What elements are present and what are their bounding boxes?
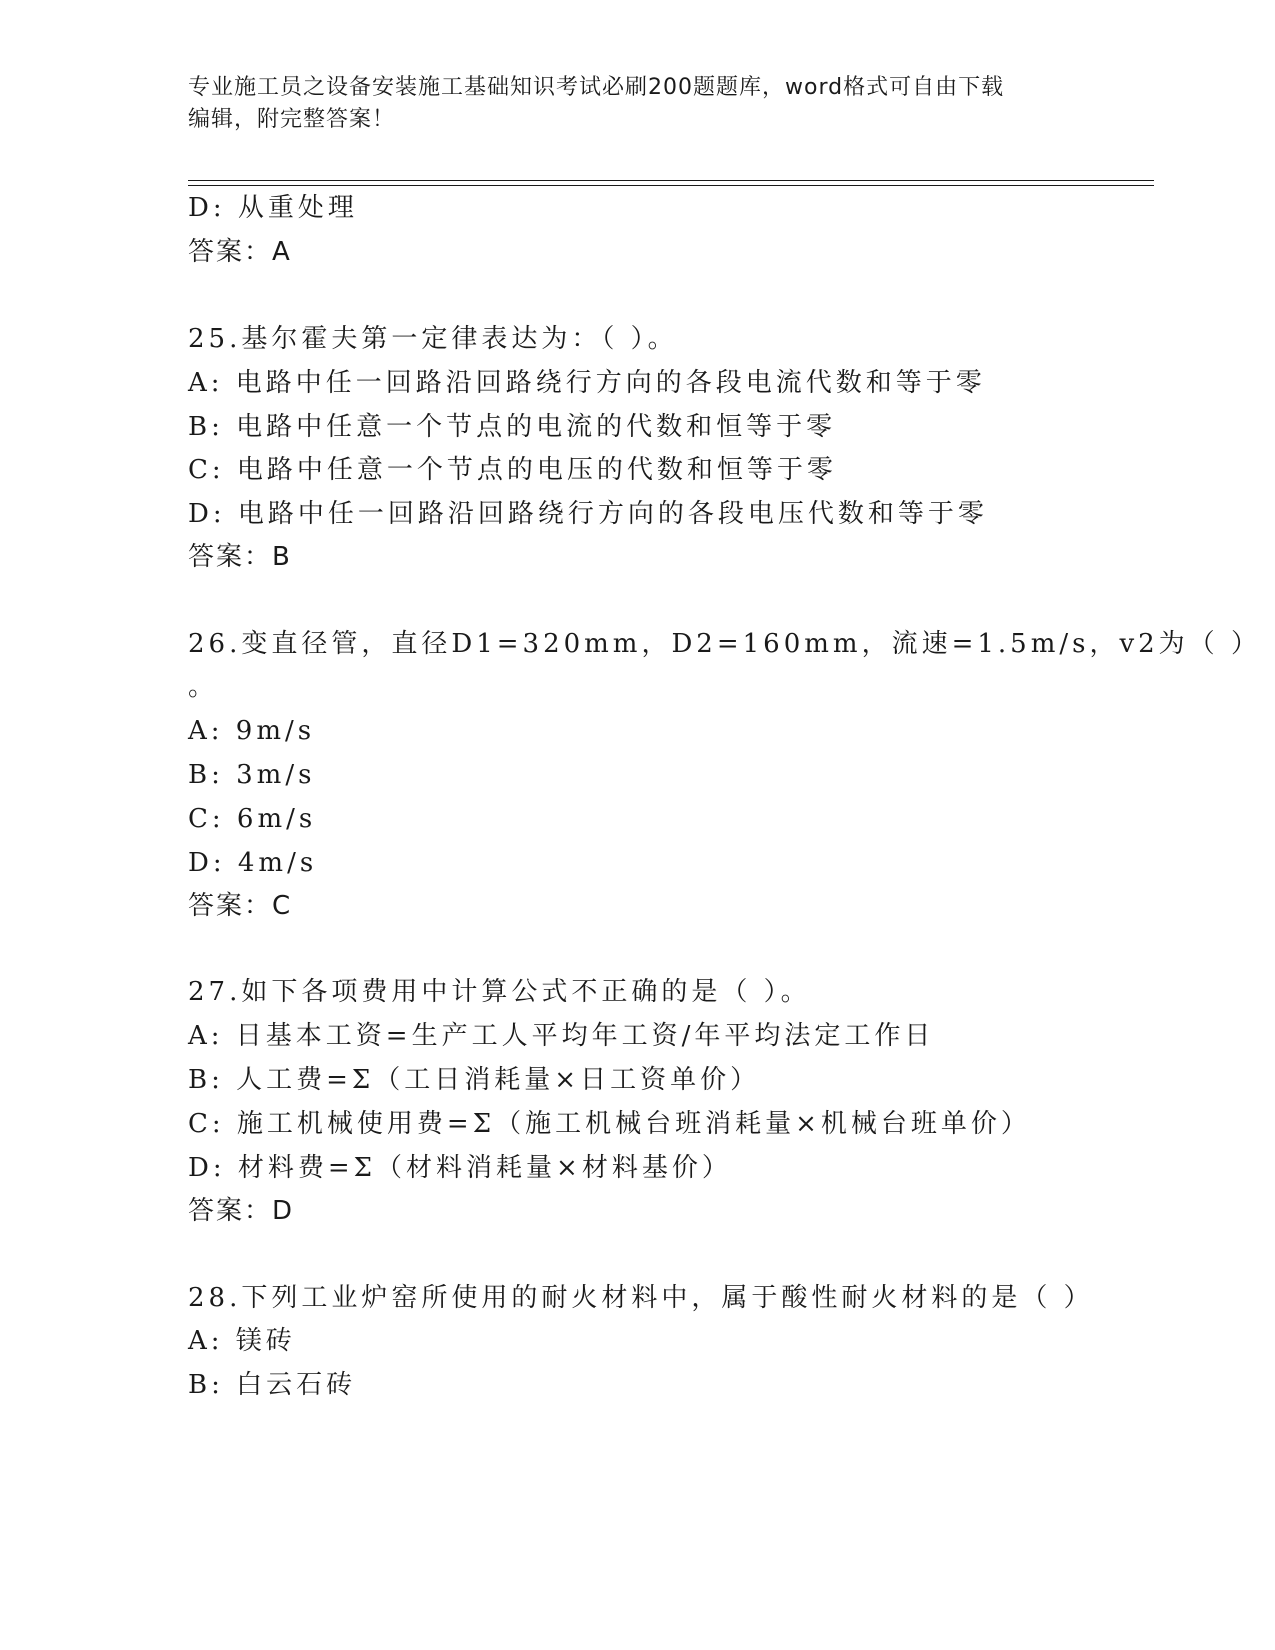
- question-27-answer: 答案：D: [188, 1196, 295, 1226]
- question-26-option-a: A: 9m/s: [188, 716, 316, 746]
- question-28-option-b: B: 白云石砖: [188, 1370, 357, 1400]
- question-27-option-a: A: 日基本工资=生产工人平均年工资/年平均法定工作日: [188, 1021, 935, 1051]
- question-26-stem: 26.变直径管，直径D1=320mm，D2=160mm，流速=1.5m/s，v2为（ ）: [188, 629, 1261, 659]
- header-title-line2: 编辑，附完整答案！: [188, 107, 396, 132]
- question-26-option-b: B: 3m/s: [188, 760, 316, 790]
- question-26-option-c: C: 6m/s: [188, 804, 317, 834]
- question-25-option-b: B: 电路中任意一个节点的电流的代数和恒等于零: [188, 412, 837, 442]
- question-25-option-a: A: 电路中任一回路沿回路绕行方向的各段电流代数和等于零: [188, 368, 986, 398]
- prev-answer: 答案：A: [188, 237, 292, 267]
- question-26-option-d: D: 4m/s: [188, 848, 318, 878]
- question-26-answer: 答案：C: [188, 891, 293, 921]
- header-title-line1: 专业施工员之设备安装施工基础知识考试必刷200题题库，word格式可自由下载: [188, 75, 1005, 100]
- question-28-option-a: A: 镁砖: [188, 1326, 296, 1356]
- question-25-option-d: D: 电路中任一回路沿回路绕行方向的各段电压代数和等于零: [188, 499, 988, 529]
- prev-option-d: D: 从重处理: [188, 193, 358, 223]
- question-26-stem-cont: 。: [188, 672, 219, 702]
- question-25-answer: 答案：B: [188, 542, 292, 572]
- question-25-stem: 25.基尔霍夫第一定律表达为：（ ）。: [188, 324, 678, 354]
- question-27-option-b: B: 人工费=Σ（工日消耗量×日工资单价）: [188, 1065, 761, 1095]
- document-header: [188, 72, 1088, 136]
- header-divider-bottom: [188, 185, 1154, 186]
- question-28-stem: 28.下列工业炉窑所使用的耐火材料中，属于酸性耐火材料的是（ ）: [188, 1283, 1094, 1313]
- question-27-option-c: C: 施工机械使用费=Σ（施工机械台班消耗量×机械台班单价）: [188, 1109, 1031, 1139]
- question-27-stem: 27.如下各项费用中计算公式不正确的是（ ）。: [188, 977, 811, 1007]
- header-divider-top: [188, 180, 1154, 181]
- question-25-option-c: C: 电路中任意一个节点的电压的代数和恒等于零: [188, 455, 837, 485]
- question-27-option-d: D: 材料费=Σ（材料消耗量×材料基价）: [188, 1153, 732, 1183]
